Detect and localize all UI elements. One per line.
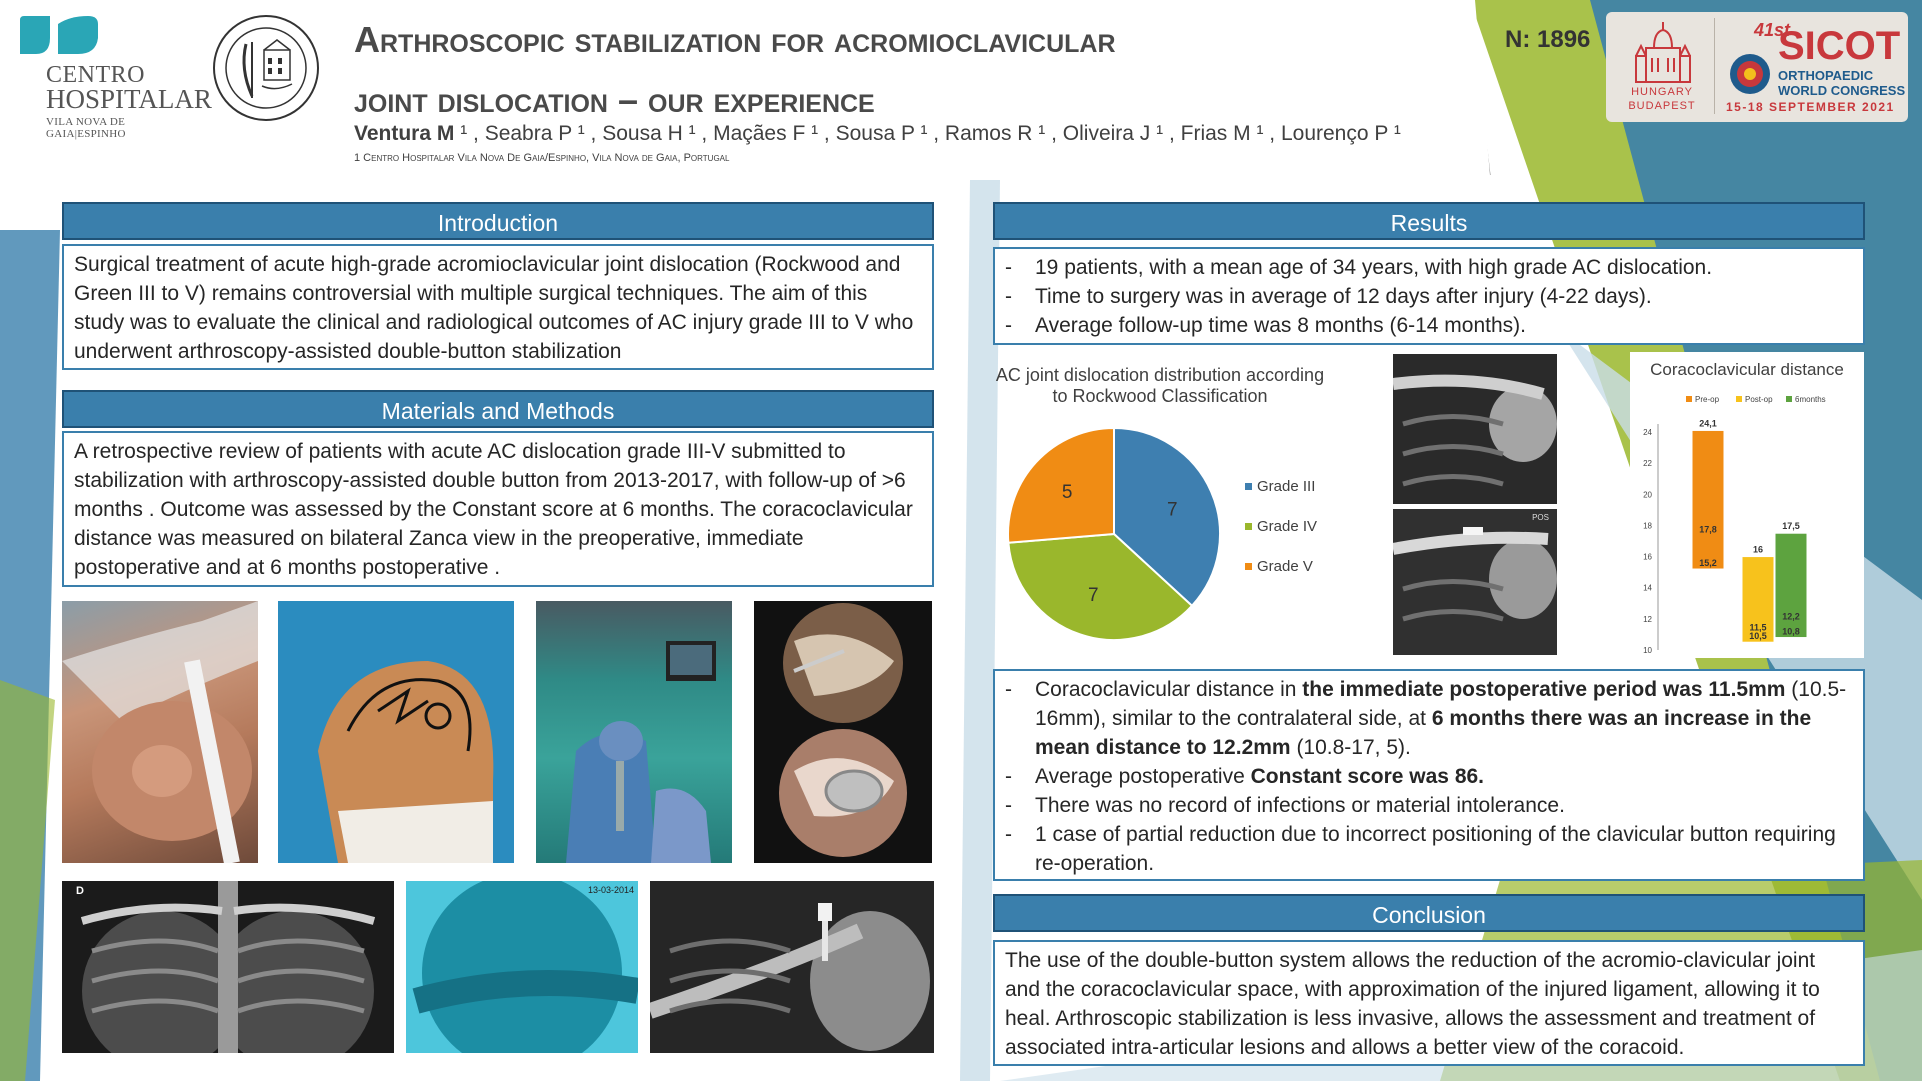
poster-title (354, 10, 1454, 130)
first-author: Ventura M (354, 122, 455, 145)
pie-chart-legend (1245, 466, 1317, 586)
result-infections: - There was no record of infections or material intolerance. (1005, 791, 1853, 820)
sicot-globe-icon (1728, 52, 1772, 96)
bar-data-label: 10,8 (1782, 626, 1800, 637)
photo-fluoroscopy (406, 881, 638, 1053)
bar-chart-title: Coracoclavicular distance (1650, 360, 1844, 379)
congress-sub1: ORTHOPAEDIC (1778, 68, 1874, 83)
photo-operating-room (536, 601, 732, 863)
legend-grade-v (1245, 546, 1317, 586)
congress-country: HUNGARY (1631, 86, 1693, 98)
hospital-logo-mark (18, 16, 98, 58)
range-bar-pre-op (1692, 430, 1724, 569)
result-follow-up: - Average follow-up time was 8 months (6-14 months). (1005, 311, 1853, 340)
result-reoperation: - 1 case of partial reduction due to incorrect positioning of the clavicular button requiring re-operation. (1005, 820, 1853, 878)
congress-city: BUDAPEST (1628, 100, 1696, 112)
poster-title-line2: joint dislocation – our experience (354, 79, 875, 120)
shoulder-xray-postop-illustration (1393, 509, 1557, 655)
result-time-to-surgery: - Time to surgery was in average of 12 days after injury (4-22 days). (1005, 282, 1853, 311)
bar-data-label: 10,5 (1749, 631, 1767, 642)
congress-edition: 41st (1754, 20, 1791, 40)
cc-distance-text-3: (10.8-17, 5). (1290, 736, 1411, 759)
congress-badge (1606, 12, 1908, 122)
legend-label-grade-v: Grade V (1257, 557, 1313, 575)
postop-xray-illustration (650, 881, 934, 1053)
constant-score-text: Average postoperative (1035, 765, 1251, 788)
xray-side-marker: D (76, 885, 84, 897)
methods-text: A retrospective review of patients with acute AC dislocation grade III-V submitted to stabilization with arthroscopy-assisted double button from 2013-2017, with follow-up of >6 months . Outcome was assessed by the Constant score at 6 months. The coracoclavicular distance was measured on bilateral Zanca view in the preoperative, immediate postoperative and at 6 months postoperative . (62, 431, 934, 587)
orthopedic-service-seal (212, 14, 320, 122)
y-tick-label: 16 (1643, 552, 1652, 562)
poster-title-line1: Arthroscopic stabilization for acromioclavicular (354, 19, 1116, 60)
coracoclavicular-bar-chart (1630, 352, 1864, 658)
hospital-logo-line2: HOSPITALAR (46, 84, 212, 114)
methods-heading: Materials and Methods (62, 390, 934, 428)
pie-value-label: 7 (1166, 499, 1178, 521)
legend-swatch (1686, 396, 1692, 402)
cc-distance-bold-2: 6 months there was an increase in the mean distance to 12.2mm (1035, 707, 1812, 759)
y-tick-label: 14 (1643, 583, 1652, 593)
hospital-logo-line1: CENTRO (46, 62, 145, 88)
legend-swatch-grade-v (1245, 563, 1252, 570)
legend-label: Post-op (1745, 395, 1773, 404)
xray-postop-marker: POS (1532, 513, 1549, 522)
photo-patient-shoulder (62, 601, 258, 863)
congress-dates: 15-18 SEPTEMBER 2021 (1726, 100, 1895, 114)
y-tick-label: 24 (1643, 428, 1652, 437)
results-heading: Results (993, 202, 1865, 240)
results-summary (993, 247, 1865, 345)
photo-chest-xray (62, 881, 394, 1053)
skin-markings-illustration (278, 601, 514, 863)
y-tick-label: 10 (1643, 646, 1652, 655)
legend-swatch (1786, 396, 1792, 402)
shoulder-xray-preop-illustration (1393, 354, 1557, 504)
photo-arthroscopy-views (754, 601, 932, 863)
pie-chart-title: AC joint dislocation distribution according to Rockwood Classification (995, 365, 1325, 406)
authors (354, 122, 1401, 146)
chest-xray-illustration (62, 881, 394, 1053)
photo-shoulder-xray-preop (1393, 354, 1557, 504)
fluoroscopy-date: 13-03-2014 (587, 885, 634, 895)
photo-postop-xray (650, 881, 934, 1053)
bar-data-label: 16 (1752, 544, 1764, 555)
y-tick-label: 20 (1643, 490, 1652, 500)
y-tick-label: 18 (1643, 521, 1652, 531)
legend-swatch (1736, 396, 1742, 402)
constant-score-bold: Constant score was 86. (1250, 765, 1485, 788)
bar-data-label: 24,1 (1699, 418, 1717, 429)
coracoclavicular-chart-panel (1630, 352, 1864, 658)
patient-shoulder-illustration (62, 601, 258, 863)
bar-data-label: 15,2 (1699, 558, 1717, 569)
introduction-heading: Introduction (62, 202, 934, 240)
congress-sub2: WORLD CONGRESS (1778, 83, 1906, 98)
cc-distance-bold-1: the immediate postoperative period was 11.5mm (1302, 678, 1786, 701)
legend-swatch-grade-iii (1245, 483, 1252, 490)
result-patients: - 19 patients, with a mean age of 34 years, with high grade AC dislocation. (1005, 253, 1853, 282)
affiliation: 1 Centro Hospitalar Vila Nova De Gaia/Espinho, Vila Nova de Gaia, Portugal (354, 152, 730, 164)
legend-swatch-grade-iv (1245, 523, 1252, 530)
introduction-text: Surgical treatment of acute high-grade acromioclavicular joint dislocation (Rockwood and Green III to V) remains controversial with multiple surgical techniques. The aim of this study was to evaluate the clinical and radiological outcomes of AC injury grade III to V who underwent arthroscopy-assisted double-button stabilization (62, 244, 934, 370)
arthroscopy-views-illustration (754, 601, 932, 863)
legend-label: Pre-op (1695, 395, 1720, 404)
legend-grade-iv (1245, 506, 1317, 546)
result-cc-distance (1005, 675, 1853, 762)
budapest-parliament-icon (1628, 18, 1698, 88)
photo-shoulder-xray-postop (1393, 509, 1557, 655)
hospital-logo-line3: VILA NOVA DE GAIA|ESPINHO (46, 116, 126, 140)
legend-label-grade-iv: Grade IV (1257, 517, 1318, 535)
legend-label-grade-iii: Grade III (1257, 477, 1316, 495)
cc-distance-text-2: (10.5-16mm), similar to the contralateral side, at (1035, 678, 1847, 730)
hospital-logo (14, 16, 212, 140)
poster-number: N: 1896 (1505, 26, 1591, 53)
pie-value-label: 5 (1061, 481, 1073, 503)
bar-data-label: 12,2 (1782, 611, 1800, 622)
results-details (993, 669, 1865, 881)
operating-room-illustration (536, 601, 732, 863)
result-constant-score (1005, 762, 1853, 791)
cc-distance-text-1: Coracoclavicular distance in (1035, 678, 1303, 701)
legend-label: 6months (1795, 395, 1826, 404)
bar-data-label: 17,8 (1699, 524, 1717, 535)
bar-data-label: 11,5 (1749, 622, 1767, 633)
conclusion-text: The use of the double-button system allows the reduction of the acromio-clavicular joint and the coracoclavicular space, with approximation of the injured ligament, allowing it to heal. Arthroscopic stabilization is less invasive, allows the assessment and treatment of associated intra-articular lesions and allows a better view of the coracoid. (993, 940, 1865, 1066)
bar-data-label: 17,5 (1782, 521, 1800, 532)
conclusion-heading: Conclusion (993, 894, 1865, 932)
pie-value-label: 7 (1088, 585, 1099, 607)
photo-skin-markings (278, 601, 514, 863)
congress-name: SICOT (1778, 24, 1901, 68)
range-bar-6months (1775, 533, 1807, 637)
rockwood-pie-chart (998, 418, 1230, 650)
y-tick-label: 12 (1643, 614, 1652, 624)
co-authors: ¹ , Seabra P ¹ , Sousa H ¹ , Maçães F ¹ , Sousa P ¹ , Ramos R ¹ , Oliveira J ¹ , Frias M ¹ , Lourenço P ¹ (454, 122, 1401, 145)
legend-grade-iii (1245, 466, 1317, 506)
y-tick-label: 22 (1643, 459, 1652, 469)
fluoroscopy-illustration (406, 881, 638, 1053)
